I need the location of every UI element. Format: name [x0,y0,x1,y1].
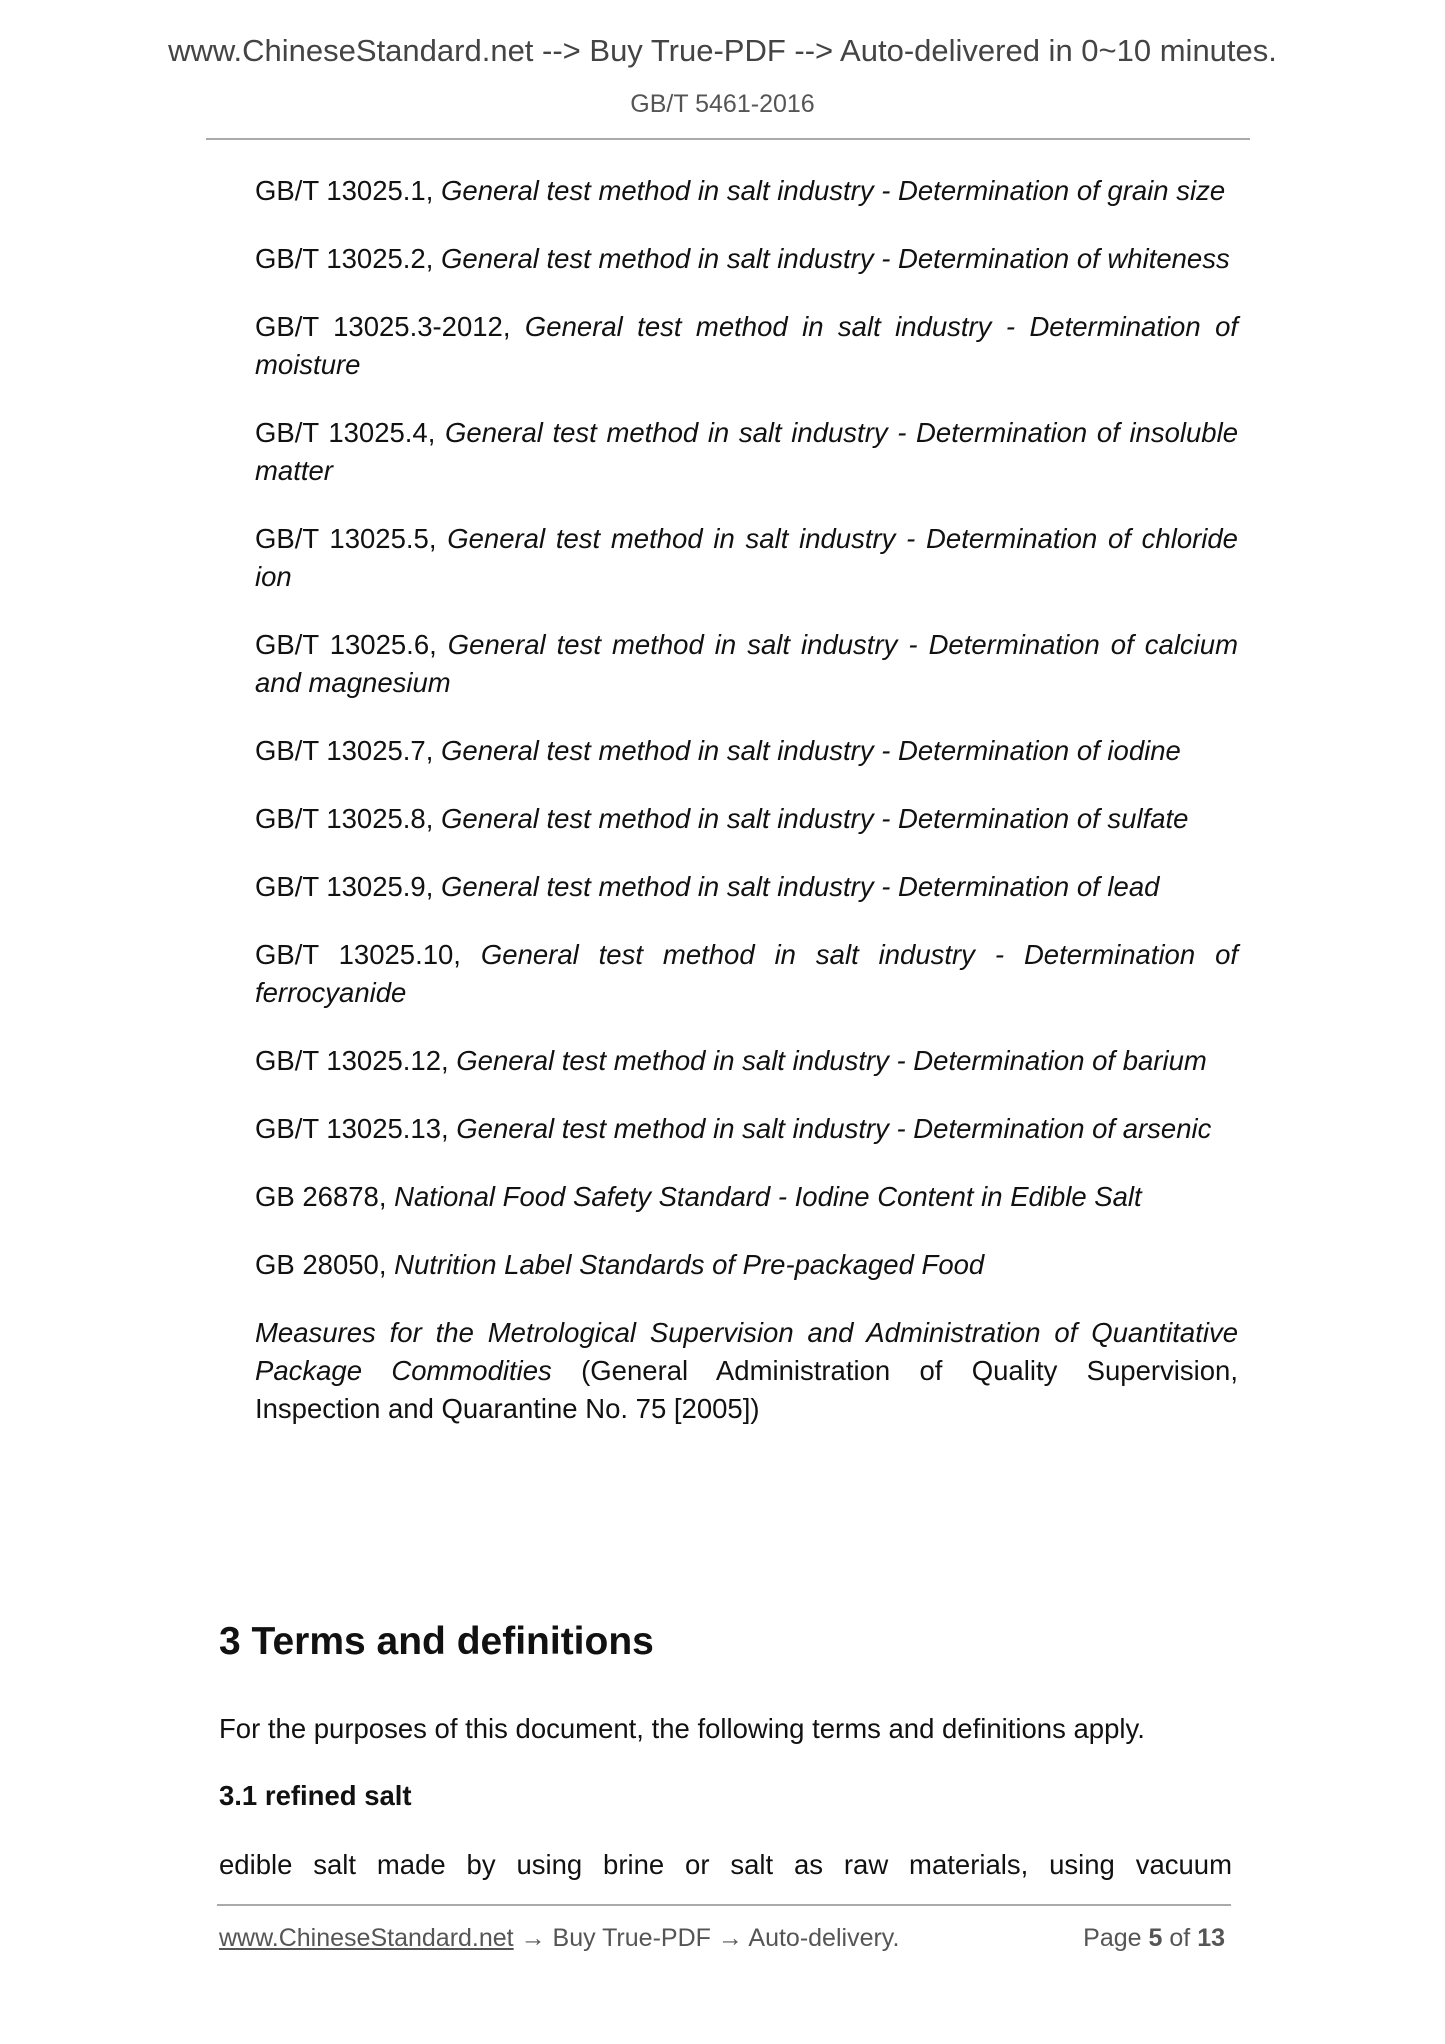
reference-item [255,1314,1238,1428]
reference-code: GB/T 13025.1, [255,175,442,206]
footer-tagline: → Buy True-PDF → Auto-delivery. [513,1924,900,1952]
reference-code: GB/T 13025.5, [255,523,448,554]
reference-item [255,732,1238,770]
section-heading: 3 Terms and definitions [219,1620,654,1663]
section-intro: For the purposes of this document, the following terms and definitions apply. [219,1713,1145,1744]
reference-code: GB/T 13025.9, [255,871,442,902]
term-heading: 3.1 refined salt [219,1780,412,1811]
reference-title: General test method in salt industry - Determination of grain size [441,175,1226,206]
total-pages: 13 [1197,1924,1225,1952]
reference-code: GB 28050, [255,1249,395,1280]
reference-title: General test method in salt industry - Determination of calcium and magnesium [255,629,1238,698]
reference-title: General test method in salt industry - Determination of ferrocyanide [255,939,1239,1008]
reference-title: National Food Safety Standard - Iodine Content in Edible Salt [394,1181,1142,1212]
reference-title: General test method in salt industry - Determination of barium [456,1045,1207,1076]
reference-item [255,1246,1238,1284]
reference-title: General test method in salt industry - Determination of arsenic [456,1113,1212,1144]
reference-title: Nutrition Label Standards of Pre-packaged Food [394,1249,985,1280]
normative-references-list [255,172,1238,1458]
reference-item [255,1178,1238,1216]
reference-item [255,414,1238,490]
reference-title: General test method in salt industry - Determination of moisture [255,311,1238,380]
footer-divider [217,1904,1231,1906]
reference-code: GB/T 13025.4, [255,417,446,448]
reference-title: General test method in salt industry - Determination of iodine [441,735,1181,766]
reference-item [255,240,1238,278]
of-label: of [1169,1924,1191,1952]
reference-title: General test method in salt industry - Determination of whiteness [441,243,1230,274]
reference-title: General test method in salt industry - Determination of chloride ion [255,523,1238,592]
header-banner: www.ChineseStandard.net --> Buy True-PDF --> Auto-delivered in 0~10 minutes. [168,33,1277,68]
reference-title: Measures for the Metrological Supervision and Administration of Quantitative Package Commodities [255,1317,1238,1386]
reference-item [255,626,1238,702]
reference-item [255,868,1238,906]
page-number [1083,1924,1225,1953]
reference-code: GB/T 13025.2, [255,243,442,274]
reference-code: GB/T 13025.12, [255,1045,457,1076]
current-page: 5 [1148,1924,1163,1952]
reference-item [255,1042,1238,1080]
term-definition: edible salt made by using brine or salt as raw materials, using vacuum [219,1849,1232,1880]
page-label: Page [1083,1924,1142,1952]
reference-code: GB/T 13025.3-2012, [255,311,525,342]
reference-code: GB 26878, [255,1181,395,1212]
reference-item [255,800,1238,838]
reference-item [255,308,1238,384]
footer [219,1924,1225,1953]
reference-item [255,936,1238,1012]
reference-title: General test method in salt industry - Determination of lead [441,871,1160,902]
reference-title: General test method in salt industry - Determination of sulfate [441,803,1189,834]
reference-item [255,520,1238,596]
reference-code: GB/T 13025.7, [255,735,442,766]
reference-code: GB/T 13025.13, [255,1113,457,1144]
reference-code: GB/T 13025.6, [255,629,448,660]
reference-item [255,172,1238,210]
reference-item [255,1110,1238,1148]
reference-note: (General Administration of Quality Supervision, Inspection and Quarantine No. 75 [2005]) [255,1355,1238,1424]
reference-code: GB/T 13025.8, [255,803,442,834]
document-id: GB/T 5461-2016 [630,90,815,118]
footer-link[interactable]: www.ChineseStandard.net [219,1924,514,1952]
reference-code: GB/T 13025.10, [255,939,481,970]
reference-title: General test method in salt industry - Determination of insoluble matter [255,417,1238,486]
header-divider [206,138,1250,140]
